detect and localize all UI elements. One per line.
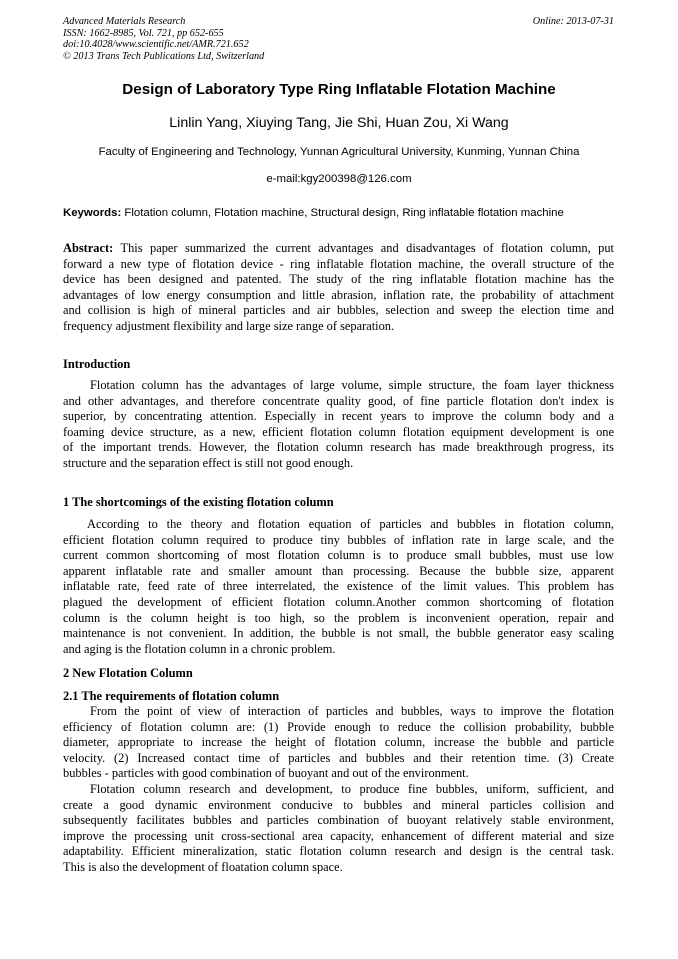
journal-header bbox=[63, 16, 264, 62]
section-1-heading: 1 The shortcomings of the existing flotation column bbox=[63, 495, 334, 509]
introduction-heading: Introduction bbox=[63, 357, 131, 371]
section-2-heading: 2 New Flotation Column bbox=[63, 666, 193, 680]
section-1-line: plagued the development of efficient flotation column.Another common shortcoming of flotation bbox=[63, 594, 614, 609]
issn-line: ISSN: 1662-8985, Vol. 721, pp 652-655 bbox=[63, 27, 224, 39]
section-2-1-line: diameter, appropriate to increase the height of flotation column, increase the bubble and particle bbox=[63, 735, 614, 750]
section-1-line: maintenance is not convenient. In addition, the bubble is not small, the bubble generator easy scaling bbox=[63, 626, 614, 641]
section-1-body bbox=[63, 517, 614, 657]
keywords bbox=[63, 207, 564, 219]
introduction-body bbox=[63, 378, 614, 472]
section-2-1-line: subsequently facilitates bubbles and particles combination of buoyant relatively stable environment, bbox=[63, 813, 614, 828]
section-2-1-line: Flotation column research and development, to produce fine bubbles, uniform, sufficient, and bbox=[90, 781, 614, 796]
introduction-line: superior, by concentrating attention. Especially in recent years to improve the column body and a bbox=[63, 409, 614, 424]
abstract-line: and collision is high of mineral particles and air bubbles, selection and sweep the election time and bbox=[63, 303, 614, 318]
introduction-line: foaming device structure, as a new, efficient flotation column flotation equipment development is one bbox=[63, 424, 614, 439]
abstract bbox=[63, 241, 614, 335]
affiliation: Faculty of Engineering and Technology, Yunnan Agricultural University, Kunming, Yunnan China bbox=[98, 146, 580, 158]
section-1-line: According to the theory and flotation equation of particles and bubbles in flotation column, bbox=[87, 517, 614, 531]
section-1-line: column is the column height is too high, so the problem is inconvenient operation, repair and bbox=[63, 610, 614, 625]
abstract-label: Abstract: bbox=[63, 241, 114, 255]
abstract-line: device has been designed and patented. The study of the ring inflatable flotation machine has the bbox=[63, 272, 614, 287]
introduction-line: and other advantages, and therefore concentrate quality good, of fine particle flotation don't index is bbox=[63, 393, 614, 408]
paper-title: Design of Laboratory Type Ring Inflatable Flotation Machine bbox=[122, 81, 556, 98]
keywords-text: Flotation column, Flotation machine, Structural design, Ring inflatable flotation machine bbox=[121, 207, 564, 219]
section-2-1-line: adaptability. Efficient mineralization, static flotation column research and design is the central task. bbox=[63, 844, 614, 859]
online-date-text: Online: 2013-07-31 bbox=[532, 16, 614, 27]
abstract-line: frequency adjustment flexibility and large size range of separation. bbox=[63, 318, 395, 333]
section-2-1-heading: 2.1 The requirements of flotation column bbox=[63, 689, 280, 703]
doi-line: doi:10.4028/www.scientific.net/AMR.721.652 bbox=[63, 39, 249, 51]
journal-name: Advanced Materials Research bbox=[63, 16, 186, 27]
abstract-line: This paper summarized the current advantages and disadvantages of flotation column, put bbox=[113, 241, 614, 255]
section-2-1-line: improve the processing unit cross-sectional area capacity, enhancement of different material and size bbox=[63, 828, 614, 843]
keywords-label: Keywords: bbox=[63, 207, 122, 219]
contact-email: e-mail:kgy200398@126.com bbox=[266, 173, 412, 185]
section-1-line: efficient flotation column required to produce tiny bubbles of inflation rate in large scale, and the bbox=[63, 532, 614, 547]
section-2-1-body bbox=[63, 704, 614, 876]
introduction-line: of the important trends. However, the flotation column research has made breakthrough progress, its bbox=[63, 440, 614, 455]
section-2-1-line: efficiency of flotation column are: (1) Provide enough to reduce the collision probability, bubble bbox=[63, 719, 614, 734]
abstract-line: advantages of low energy consumption and little abrasion, inflation rate, the probability of attachment bbox=[63, 287, 614, 302]
introduction-line: Flotation column has the advantages of large volume, simple structure, the foam layer thickness bbox=[90, 378, 614, 392]
copyright-line: © 2013 Trans Tech Publications Ltd, Switzerland bbox=[63, 50, 265, 62]
section-2-1-line: This is also the development of floatation column space. bbox=[63, 859, 343, 874]
author-list: Linlin Yang, Xiuying Tang, Jie Shi, Huan Zou, Xi Wang bbox=[169, 115, 509, 131]
section-2-1-line: From the point of view of interaction of particles and bubbles, ways to improve the flotation bbox=[90, 704, 614, 718]
section-1-line: current common shortcoming of most flotation column is to produce small bubbles, must use low bbox=[63, 548, 614, 563]
introduction-line: structure and the separation effect is still not good enough. bbox=[63, 455, 354, 470]
section-2-1-line: velocity. (2) Increased contact time of particles and bubbles and their retention time. (3) Create bbox=[63, 750, 614, 765]
section-1-line: and aging is the flotation column in a chronic problem. bbox=[63, 641, 336, 656]
section-1-line: apparent inflatable rate and smaller amount than processing. Because the bubble size, apparent bbox=[63, 563, 614, 578]
section-2-1-line: bubbles - particles with good combination of buoyant and out of the environment. bbox=[63, 766, 469, 781]
section-1-line: inflatable rate, feed rate of three interrelated, the existence of the limit values. This problem has bbox=[63, 579, 614, 594]
abstract-line: forward a new type of flotation device - ring inflatable flotation machine, the overall structure of the bbox=[63, 256, 614, 271]
section-2-1-line: create a good dynamic environment conducive to bubbles and mineral particles collision and bbox=[63, 797, 614, 812]
online-date bbox=[533, 16, 614, 28]
